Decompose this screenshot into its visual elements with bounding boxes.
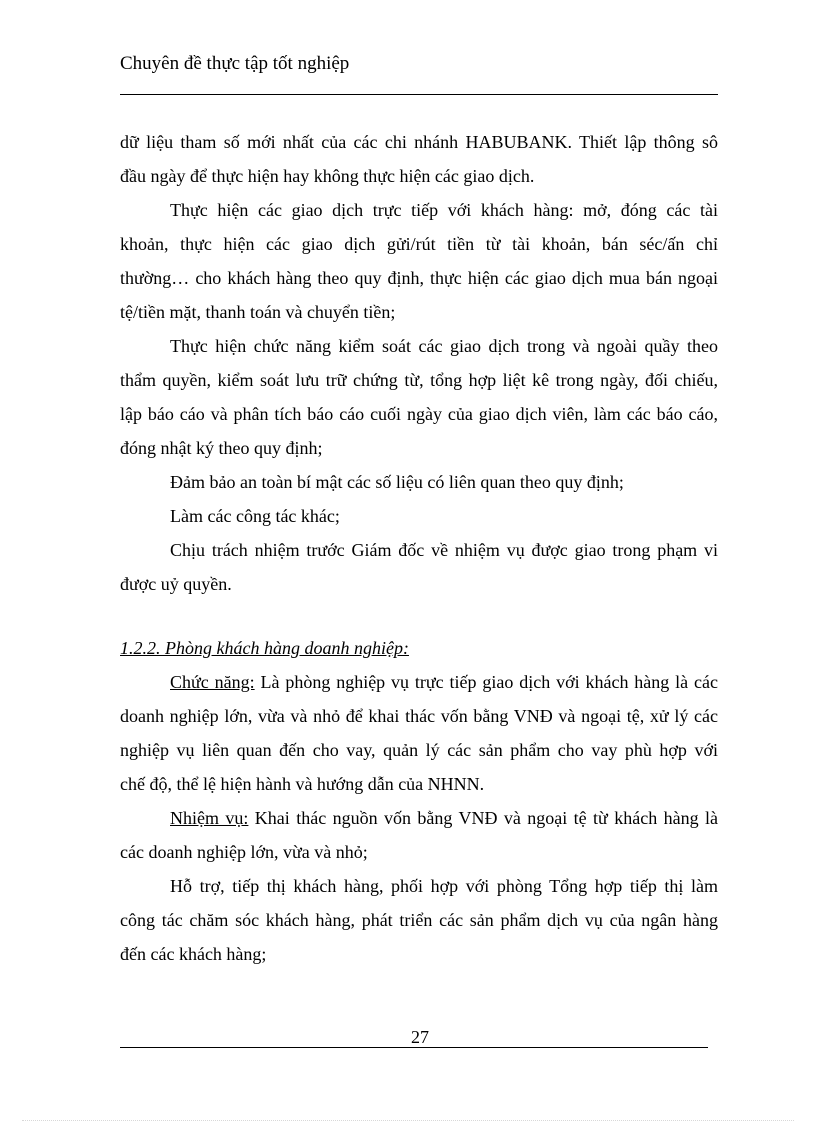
function-label: Chức năng:	[170, 672, 255, 692]
text-line: tệ/tiền mặt, thanh toán và chuyển tiền;	[120, 302, 396, 322]
text-line	[120, 801, 718, 835]
text-line: lập báo cáo và phân tích báo cáo cuối ngày của giao dịch viên, làm các báo cáo,	[120, 404, 718, 424]
section-heading	[120, 631, 718, 665]
text-line: doanh nghiệp lớn, vừa và nhỏ để khai thác vốn bằng VNĐ và ngoại tệ, xử lý các	[120, 706, 718, 726]
function-text: Là phòng nghiệp vụ trực tiếp giao dịch với khách hàng là các	[254, 672, 718, 692]
text-line: thẩm quyền, kiểm soát lưu trữ chứng từ, tổng hợp liệt kê trong ngày, đối chiếu,	[120, 370, 718, 390]
header-divider	[120, 94, 718, 95]
section-spacer	[120, 601, 718, 631]
text-line: dữ liệu tham số mới nhất của các chi nhánh HABUBANK. Thiết lập thông sô	[120, 132, 718, 152]
text-line: các doanh nghiệp lớn, vừa và nhỏ;	[120, 842, 368, 862]
header-title: Chuyên đề thực tập tốt nghiệp	[120, 53, 350, 74]
text-line: Hỗ trợ, tiếp thị khách hàng, phối hợp với phòng Tổng hợp tiếp thị làm	[170, 876, 718, 896]
text-line: đầu ngày để thực hiện hay không thực hiện các giao dịch.	[120, 166, 535, 186]
page-bottom-edge	[22, 1120, 794, 1121]
paragraph-habubank-params	[120, 125, 718, 193]
paragraph-function	[120, 665, 718, 801]
text-line: Chịu trách nhiệm trước Giám đốc về nhiệm vụ được giao trong phạm vi	[170, 540, 718, 560]
paragraph-duties	[120, 801, 718, 869]
paragraph-customer-support	[120, 869, 718, 971]
text-line: thường… cho khách hàng theo quy định, thực hiện các giao dịch mua bán ngoại	[120, 268, 718, 288]
paragraph-data-security: Đảm bảo an toàn bí mật các số liệu có liên quan theo quy định;	[170, 472, 624, 492]
text-line: chế độ, thể lệ hiện hành và hướng dẫn của NHNN.	[120, 774, 485, 794]
duties-text: Khai thác nguồn vốn bằng VNĐ và ngoại tệ từ khách hàng là	[248, 808, 718, 828]
text-line: đóng nhật ký theo quy định;	[120, 438, 323, 458]
duties-label: Nhiệm vụ:	[170, 808, 249, 828]
text-line: đến các khách hàng;	[120, 944, 267, 964]
paragraph-other-tasks: Làm các công tác khác;	[170, 506, 340, 526]
paragraph-responsibility	[120, 533, 718, 601]
text-line: Thực hiện các giao dịch trực tiếp với khách hàng: mở, đóng các tài	[170, 200, 718, 220]
body-text	[120, 125, 718, 971]
text-line: nghiệp vụ liên quan đến cho vay, quản lý các sản phẩm cho vay phù hợp với	[120, 740, 718, 760]
text-line	[120, 665, 718, 699]
paragraph-customer-transactions	[120, 193, 718, 329]
section-heading-text: 1.2.2. Phòng khách hàng doanh nghiệp:	[120, 638, 409, 658]
text-line: khoản, thực hiện các giao dịch gửi/rút tiền từ tài khoản, bán séc/ấn chỉ	[120, 234, 718, 254]
text-line: được uỷ quyền.	[120, 574, 232, 594]
page-number: 27	[411, 1027, 429, 1047]
footer-divider	[120, 1047, 708, 1048]
text-line: công tác chăm sóc khách hàng, phát triển các sản phẩm dịch vụ của ngân hàng	[120, 910, 718, 930]
text-line: Thực hiện chức năng kiểm soát các giao dịch trong và ngoài quầy theo	[170, 336, 718, 356]
paragraph-control-functions	[120, 329, 718, 465]
